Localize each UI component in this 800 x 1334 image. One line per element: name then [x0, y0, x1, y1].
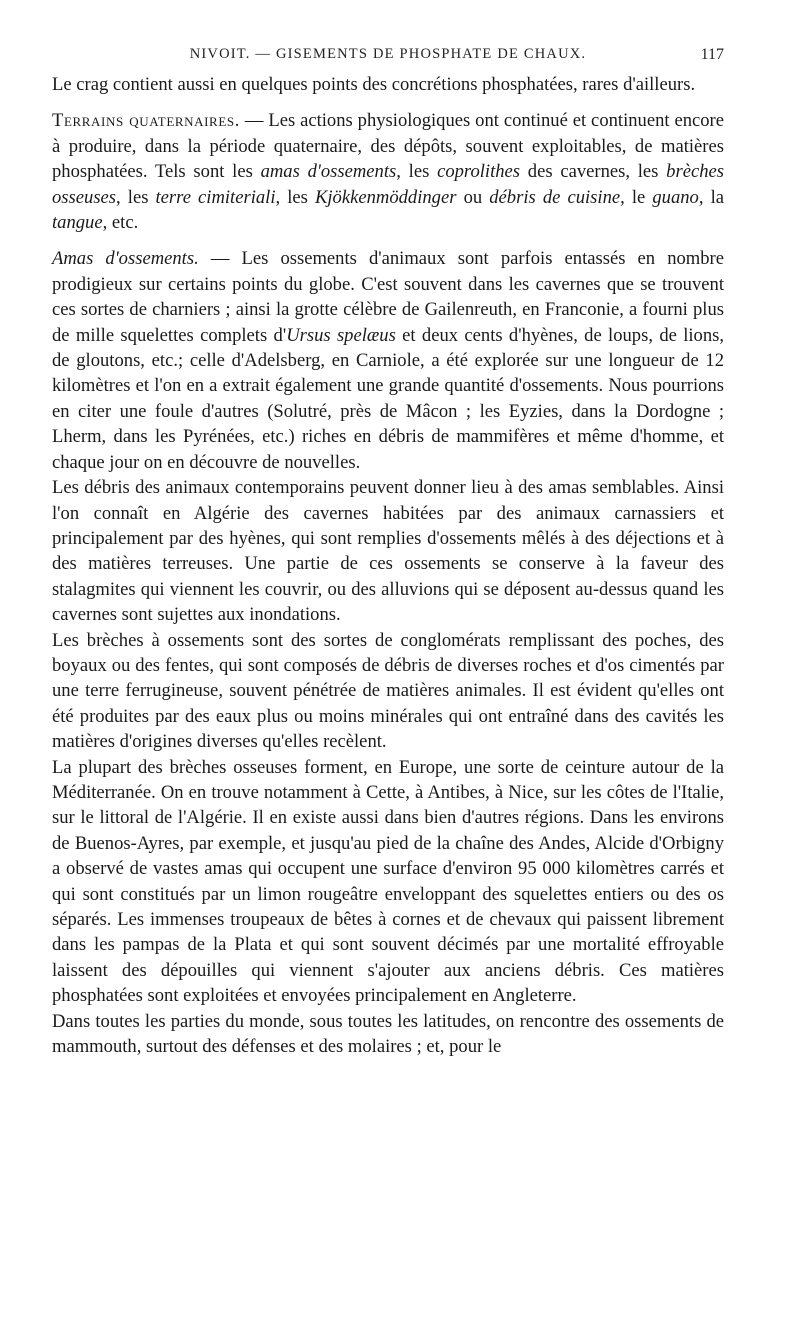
italic-term: brèches osseuses	[52, 161, 724, 208]
section-lead-terrains-quaternaires: Terrains quaternaires.	[52, 110, 240, 132]
italic-term: guano	[652, 186, 699, 208]
text-run: — Les ossements d'animaux sont parfois entassés en nombre prodigieux sur certains points du globe. C'est souvent dans les cavernes que se trouvent ces sortes de charniers ; ainsi la grotte célèbre de Gailenreuth, en Franconie, a fourni plus de mille squelettes complets d'	[52, 248, 724, 346]
text-run: , etc.	[102, 212, 139, 234]
section-lead-amas-ossements: Amas d'ossements.	[52, 248, 199, 270]
paragraph-terrains-quaternaires	[52, 108, 724, 235]
page-number: 117	[700, 46, 724, 63]
paragraph-crag: Le crag contient aussi en quelques points des concrétions phosphatées, rares d'ailleurs.	[52, 74, 696, 95]
text-run: , les	[275, 186, 315, 208]
italic-term: terre cimiteriali	[155, 186, 276, 208]
paragraph-animaux-contemporains: Les débris des animaux contemporains peuvent donner lieu à des amas semblables. Ainsi l'on connaît en Algérie des cavernes habitées par des animaux carnassiers et principalement par des hyènes, qui sont remplies d'ossements mêlés à des déjections et à des matières terreuses. Une partie de ces ossements se conserve à la faveur des stalagmites qui viennent les couvrir, ou des alluvions qui se déposent au-dessus quand les cavernes sont sujettes aux inondations.	[52, 477, 724, 626]
text-run: des cavernes, les	[520, 161, 667, 183]
running-title: NIVOIT. — GISEMENTS DE PHOSPHATE DE CHAUX.	[189, 46, 587, 62]
text-run: , la	[698, 186, 724, 208]
italic-term: amas d'ossements	[260, 161, 397, 183]
page	[52, 46, 724, 1059]
text-run: — Les actions physiologiques ont continué et continuent encore à produire, dans la période quaternaire, des dépôts, souvent exploitables, de matières phosphatées. Tels sont les	[52, 110, 724, 183]
text-run: ou	[456, 186, 490, 208]
paragraph-breches-ossements: Les brèches à ossements sont des sortes de conglomérats remplissant des poches, des boyaux ou des fentes, qui sont composés de débris de diverses roches et d'os cimentés par une terre ferrugineuse, souvent pénétrée de matières animales. Il est évident qu'elles ont été produites par des eaux plus ou moins minérales qui ont entraîné dans des cavités les matières d'origines diverses qu'elles recèlent.	[52, 629, 724, 753]
text-run: , les	[116, 186, 156, 208]
paragraph-gap	[52, 97, 724, 108]
body-text	[52, 72, 724, 1059]
paragraph-breches-mediterranee: La plupart des brèches osseuses forment, en Europe, une sorte de ceinture autour de la Méditerranée. On en trouve notamment à Cette, à Antibes, à Nice, sur les côtes de l'Italie, sur le littoral de l'Algérie. Il en existe aussi dans bien d'autres régions. Dans les environs de Buenos-Ayres, par exemple, et jusqu'au pied de la chaîne des Andes, Alcide d'Orbigny a observé de vastes amas qui occupent une surface d'environ 95 000 kilomètres carrés et qui sont constitués par un limon rougeâtre enveloppant des squelettes entiers ou des os séparés. Les immenses troupeaux de bêtes à cornes et de chevaux qui paissent librement dans les pampas de la Plata et qui sont souvent décimés par une mortalité effroyable laissent des dépouilles qui viennent s'ajouter aux anciens débris. Ces matières phosphatées sont exploitées et envoyées principalement en Angleterre.	[52, 756, 724, 1007]
italic-term: Kjökkenmöddinger	[314, 186, 457, 208]
paragraph-gap	[52, 235, 724, 246]
text-run: et deux cents d'hyènes, de loups, de lions, de gloutons, etc.; celle d'Adelsberg, en Carniole, a été explorée sur une longueur de 12 kilomètres et l'on en a extrait également une grande quantité d'ossements. Nous pourrions en citer une foule d'autres (Solutré, près de Mâcon ; les Eyzies, dans la Dordogne ; Lherm, dans les Pyrénées, etc.) riches en débris de mammifères et même d'homme, et chaque jour on en découvre de nouvelles.	[52, 324, 725, 473]
italic-term: débris de cuisine	[489, 186, 621, 208]
running-head	[52, 46, 724, 72]
paragraph-amas-ossements	[52, 246, 724, 475]
paragraph-mammouth: Dans toutes les parties du monde, sous toutes les latitudes, on rencontre des ossements de mammouth, surtout des défenses et des molaires ; et, pour le	[52, 1010, 724, 1058]
italic-term: Ursus spelæus	[286, 324, 396, 346]
italic-term: tangue	[52, 212, 103, 234]
text-run: , le	[620, 186, 653, 208]
italic-term: coprolithes	[437, 161, 521, 183]
text-run: , les	[396, 161, 438, 183]
